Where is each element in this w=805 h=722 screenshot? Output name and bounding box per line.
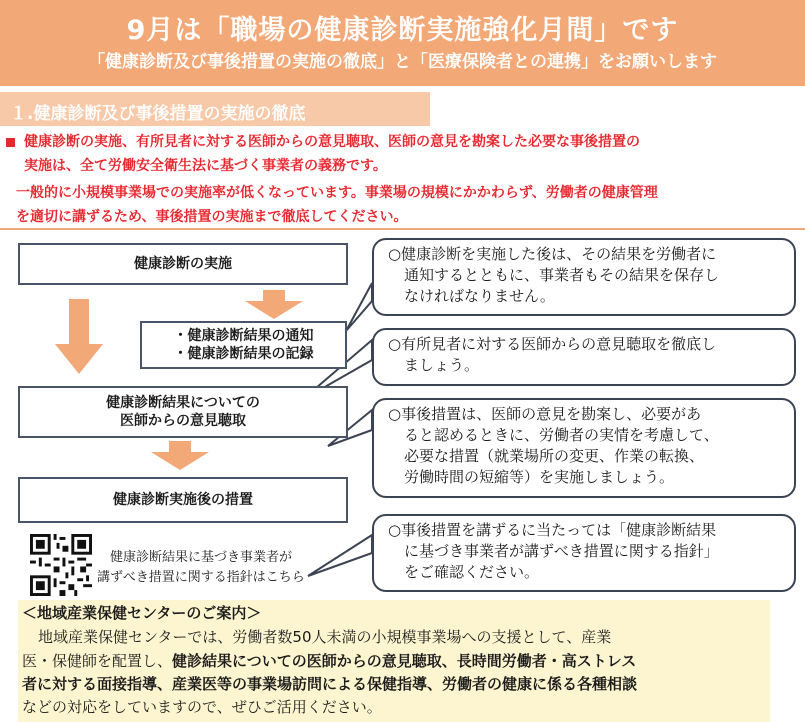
flow-step-record: ・健康診断結果の記録 <box>173 346 314 362</box>
arrow-down-icon-1 <box>245 290 303 319</box>
callout-measures-line2: ると認めるときに、労働者の実情を考慮して、 <box>404 426 719 444</box>
notice-line-1: 健康診断の実施、有所見者に対する医師からの意見聴取、医師の意見を勘案した必要な事後措置の <box>24 134 640 150</box>
notice-line-4: を適切に講ずるため、事後措置の実施まで徹底してください。 <box>16 209 408 225</box>
flow-step-doctor-opinion <box>18 386 348 438</box>
guide-title: ＜地域産業保健センターのご案内＞ <box>22 604 262 622</box>
callout-guideline-line1: ○事後措置を講ずるに当たっては「健康診断結果 <box>388 521 717 539</box>
flow-step-notify-record <box>140 321 347 369</box>
arrow-down-icon-large <box>55 299 103 374</box>
flow-step-doctor-opinion-line1: 健康診断結果についての <box>106 394 260 411</box>
callout-measures-line4: 労働時間の短縮等）を実施しましょう。 <box>404 468 675 486</box>
callout-measures <box>372 398 796 498</box>
callout-notify-line3: なければなりません。 <box>404 287 555 305</box>
flow-step-checkup: 健康診断の実施 <box>18 243 348 285</box>
callout-notify-line2: 通知するとともに、事業者もその結果を保存し <box>404 266 720 284</box>
callout-notify <box>372 238 796 316</box>
guide-line-2 <box>22 650 636 671</box>
callout-guideline <box>372 514 796 592</box>
bubble-tail-1 <box>346 283 372 331</box>
callout-measures-line3: 必要な措置（就業場所の変更、作業の転換、 <box>404 447 705 465</box>
flow-step-doctor-opinion-line2: 医師からの意見聴取 <box>120 413 246 429</box>
callout-guideline-line2: に基づき事業者が講ずべき措置に関する指針」 <box>404 542 719 560</box>
guide-line-2-bold: 健診結果についての医師からの意見聴取、長時間労働者・高ストレス <box>172 652 637 670</box>
qr-caption-line2: 講ずべき措置に関する指針はこちら <box>97 570 305 585</box>
notice-line-3: 一般的に小規模事業場での実施率が低くなっています。事業場の規模にかかわらず、労働者の健康管理 <box>16 185 658 201</box>
guide-line-4: などの対応をしていますので、ぜひご活用ください。 <box>22 698 382 716</box>
guide-line-3: 者に対する面接指導、産業医等の事業場訪問による保健指導、労働者の健康に係る各種相談 <box>22 675 638 693</box>
callout-measures-line1: ○事後措置は、医師の意見を勘案し、必要があ <box>388 405 702 423</box>
qr-caption-line1: 健康診断結果に基づき事業者が <box>110 550 293 565</box>
bubble-tail-4 <box>308 535 372 576</box>
callout-guideline-line3: をご確認ください。 <box>404 563 540 581</box>
qr-code-icon[interactable] <box>30 534 92 596</box>
arrow-down-icon-2 <box>151 441 209 470</box>
callout-notify-line1: ○健康診断を実施した後は、その結果を労働者に <box>388 245 717 263</box>
flow-step-notify: ・健康診断結果の通知 <box>173 327 314 344</box>
page-subtitle: 「健康診断及び事後措置の実施の徹底」と「医療保険者との連携」をお願いします <box>88 52 717 72</box>
guide-line-1: 地域産業保健センターでは、労働者数50人未満の小規模事業場への支援として、産業 <box>38 628 612 646</box>
section-heading: １.健康診断及び事後措置の実施の徹底 <box>0 92 430 126</box>
guide-line-2-plain: 医・保健師を配置し、 <box>22 652 173 670</box>
notice-line-2: 実施は、全て労働安全衛生法に基づく事業者の義務です。 <box>24 158 387 174</box>
callout-opinion-line2: ましょう。 <box>404 356 480 374</box>
callout-opinion-line1: ○有所見者に対する医師からの意見聴取を徹底し <box>388 335 717 353</box>
flow-step-measures: 健康診断実施後の措置 <box>18 477 348 523</box>
callout-opinion <box>372 328 796 386</box>
page-title: 9月は「職場の健康診断実施強化月間」です <box>126 15 679 46</box>
